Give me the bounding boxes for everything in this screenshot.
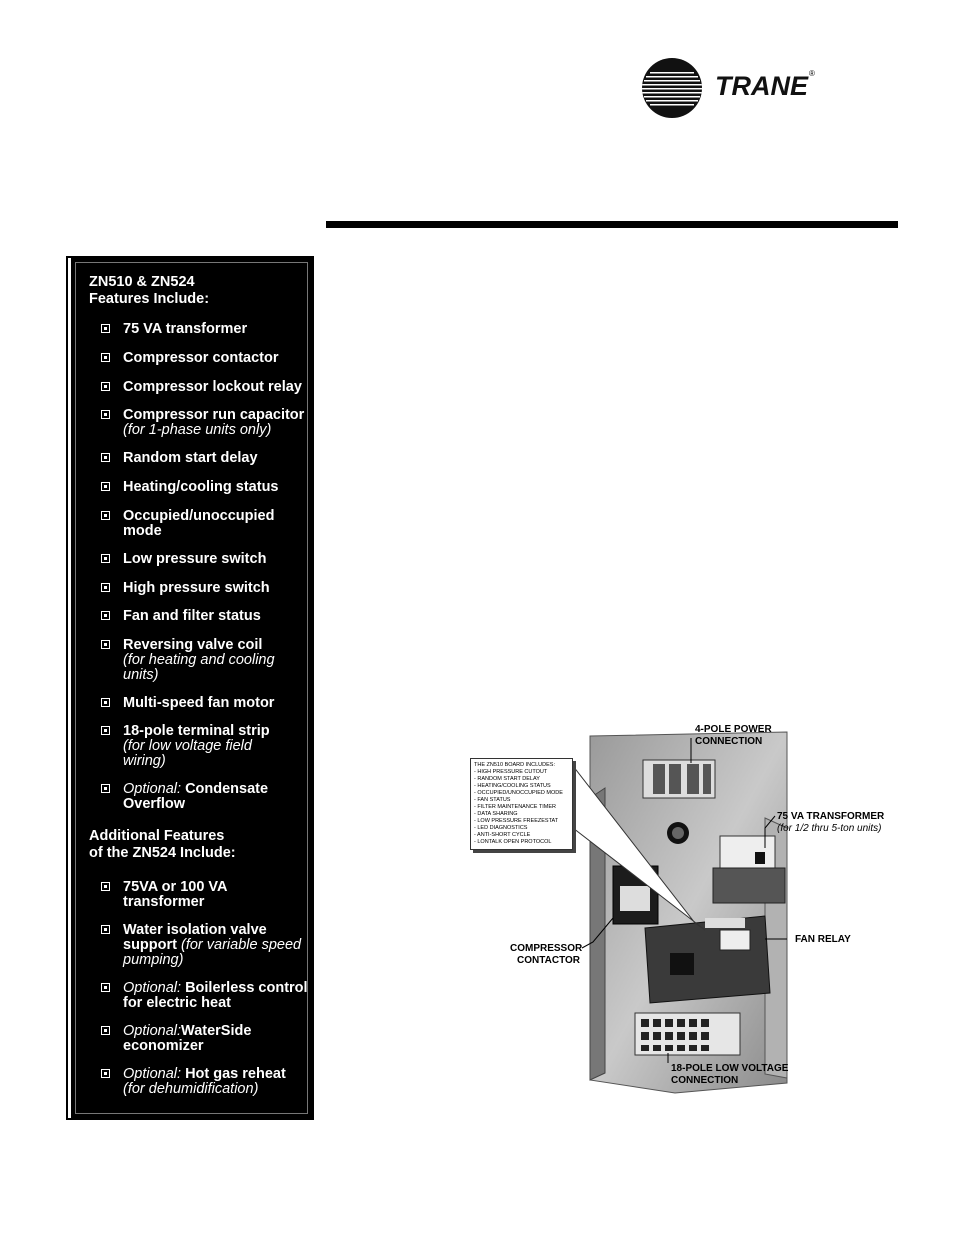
feature-label: Random start delay bbox=[123, 450, 258, 466]
square-bullet-icon bbox=[101, 1069, 110, 1078]
square-bullet-icon bbox=[101, 353, 110, 362]
square-bullet-icon bbox=[101, 698, 110, 707]
feature-label-main: Hot gas reheat bbox=[185, 1066, 286, 1082]
feature-note: (for low voltage field wiring) bbox=[123, 738, 252, 769]
feature-label: Multi-speed fan motor bbox=[123, 695, 275, 711]
feature-label: Compressor lockout relay bbox=[123, 379, 302, 395]
registered-mark: ® bbox=[809, 69, 815, 78]
header-rule bbox=[326, 221, 898, 228]
feature-label: Compressor contactor bbox=[123, 350, 279, 366]
square-bullet-icon bbox=[101, 453, 110, 462]
feature-label bbox=[123, 724, 319, 769]
callout-line: - ANTI-SHORT CYCLE bbox=[474, 832, 531, 838]
feature-label bbox=[123, 1024, 283, 1054]
low-voltage-label-line-1: 18-POLE LOW VOLTAGE bbox=[671, 1063, 789, 1074]
low-voltage-label-line-2: CONNECTION bbox=[671, 1075, 739, 1086]
callout-line: - OCCUPIED/UNOCCUPIED MODE bbox=[474, 790, 563, 796]
square-bullet-icon bbox=[101, 1026, 110, 1035]
feature-label bbox=[123, 782, 298, 812]
square-bullet-icon bbox=[101, 324, 110, 333]
compressor-label-line-1: COMPRESSOR bbox=[510, 943, 583, 954]
callout-line: - DATA SHARING bbox=[474, 811, 518, 817]
transformer-label bbox=[777, 811, 884, 835]
control-panel-photo bbox=[465, 718, 895, 1098]
feature-note: (for 1-phase units only) bbox=[123, 422, 272, 438]
feature-label-main: Boilerless control for electric heat bbox=[123, 980, 308, 1011]
feature-label-main: 18-pole terminal strip bbox=[123, 723, 270, 739]
square-bullet-icon bbox=[101, 554, 110, 563]
features-heading-line-2: Features Include: bbox=[89, 291, 210, 307]
trane-logo bbox=[640, 57, 825, 119]
square-bullet-icon bbox=[101, 511, 110, 520]
square-bullet-icon bbox=[101, 410, 110, 419]
callout-line: - LED DIAGNOSTICS bbox=[474, 825, 528, 831]
feature-label bbox=[123, 981, 308, 1011]
feature-note: (for dehumidification) bbox=[123, 1081, 259, 1097]
callout-line: - RANDOM START DELAY bbox=[474, 776, 540, 782]
feature-label: 75 VA transformer bbox=[123, 321, 248, 337]
additional-heading bbox=[89, 828, 236, 862]
feature-label bbox=[123, 1067, 319, 1097]
optional-prefix: Optional: bbox=[123, 1066, 182, 1082]
feature-label-main: Compressor run capacitor bbox=[123, 407, 305, 423]
callout-line: - LOW PRESSURE FREEZESTAT bbox=[474, 818, 559, 824]
square-bullet-icon bbox=[101, 925, 110, 934]
optional-prefix: Optional: bbox=[123, 980, 182, 996]
callout-line: - HEATING/COOLING STATUS bbox=[474, 783, 551, 789]
feature-label: Heating/cooling status bbox=[123, 479, 279, 495]
feature-label: Low pressure switch bbox=[123, 551, 267, 567]
power-connection-label bbox=[695, 724, 772, 748]
board-features-callout bbox=[470, 758, 573, 850]
feature-label-main: Water isolation valve support bbox=[123, 922, 267, 953]
features-heading-line-1: ZN510 & ZN524 bbox=[89, 274, 195, 290]
callout-line: THE ZN510 BOARD INCLUDES: bbox=[474, 762, 555, 768]
callout-line: - LONTALK OPEN PROTOCOL bbox=[474, 839, 552, 845]
callout-line: - HIGH PRESSURE CUTOUT bbox=[474, 769, 548, 775]
transformer-label-note: (for 1/2 thru 5-ton units) bbox=[777, 823, 882, 834]
feature-label bbox=[123, 638, 319, 683]
feature-label: High pressure switch bbox=[123, 580, 270, 596]
compressor-label-line-2: CONTACTOR bbox=[517, 955, 580, 966]
power-label-line-1: 4-POLE POWER bbox=[695, 724, 772, 735]
square-bullet-icon bbox=[101, 640, 110, 649]
feature-label-main: WaterSide economizer bbox=[123, 1023, 252, 1054]
low-voltage-label bbox=[671, 1063, 788, 1087]
feature-note: (for variable speed pumping) bbox=[123, 937, 302, 968]
optional-prefix: Optional: bbox=[123, 781, 182, 797]
feature-label: 75VA or 100 VA transformer bbox=[123, 879, 227, 910]
square-bullet-icon bbox=[101, 784, 110, 793]
transformer-label-line-1: 75 VA TRANSFORMER bbox=[777, 811, 885, 822]
square-bullet-icon bbox=[101, 882, 110, 891]
additional-heading-line-2: of the ZN524 Include: bbox=[89, 845, 236, 861]
feature-label bbox=[123, 408, 319, 438]
square-bullet-icon bbox=[101, 611, 110, 620]
brand-name: TRANE bbox=[715, 71, 808, 101]
square-bullet-icon bbox=[101, 382, 110, 391]
square-bullet-icon bbox=[101, 583, 110, 592]
callout-line: - FAN STATUS bbox=[474, 797, 511, 803]
feature-label-main: Reversing valve coil bbox=[123, 637, 263, 653]
feature-note: (for heating and cooling units) bbox=[123, 652, 275, 683]
features-heading bbox=[89, 274, 209, 308]
optional-prefix: Optional: bbox=[123, 1023, 182, 1039]
feature-label bbox=[123, 923, 303, 968]
additional-heading-line-1: Additional Features bbox=[89, 828, 225, 844]
compressor-contactor-label bbox=[510, 943, 583, 967]
fan-relay-label: FAN RELAY bbox=[795, 934, 851, 945]
features-sidebar bbox=[68, 258, 312, 1118]
square-bullet-icon bbox=[101, 482, 110, 491]
feature-label: Occupied/unoccupied mode bbox=[123, 508, 275, 539]
square-bullet-icon bbox=[101, 983, 110, 992]
power-label-line-2: CONNECTION bbox=[695, 736, 763, 747]
square-bullet-icon bbox=[101, 726, 110, 735]
feature-label: Fan and filter status bbox=[123, 608, 261, 624]
callout-line: - FILTER MAINTENANCE TIMER bbox=[474, 804, 556, 810]
trane-circle-icon bbox=[640, 57, 704, 119]
feature-label-main: Condensate Overflow bbox=[123, 781, 269, 812]
